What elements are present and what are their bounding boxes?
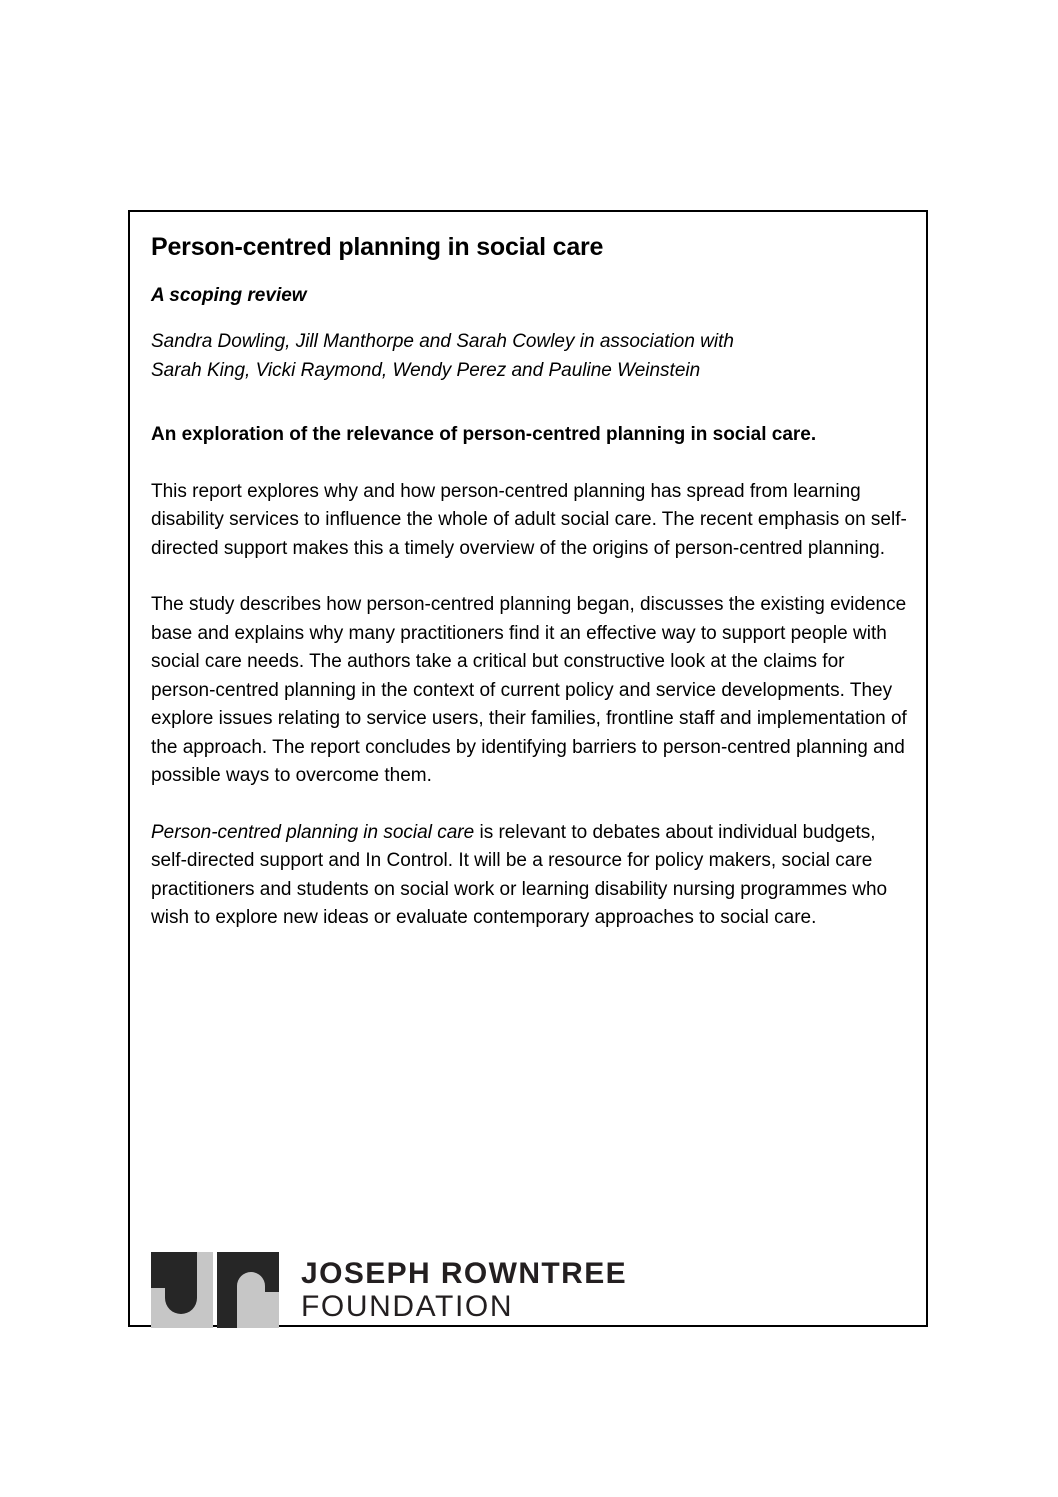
body-paragraph-1: This report explores why and how person-centred planning has spread from learning disability services to influence the whole of adult social care. The recent emphasis on self-directed support makes this a timely overview of the origins of person-centred planning.	[151, 480, 907, 559]
jrf-wordmark	[301, 1256, 628, 1323]
wordmark-line-joseph-rowntree: JOSEPH ROWNTREE	[301, 1256, 628, 1290]
report-title-emphasis: Person-centred planning in social care	[151, 821, 475, 843]
cover-content	[151, 220, 913, 933]
author-line-2: Sarah King, Vicki Raymond, Wendy Perez and Pauline Weinstein	[151, 359, 701, 381]
document-lede: An exploration of the relevance of person-centred planning in social care.	[151, 424, 817, 445]
jrf-jr-monogram-icon	[151, 1252, 279, 1328]
page-title: Person-centred planning in social care	[151, 233, 604, 261]
cover-page-frame	[128, 210, 928, 1327]
wordmark-line-foundation: FOUNDATION	[301, 1289, 514, 1323]
body-paragraph-2: The study describes how person-centred planning began, discusses the existing evidence base and explains why many practitioners find it an effective way to support people with social care needs. The authors take a critical but constructive look at the claims for person-centred planning in the context of current policy and service developments. They explore issues relating to service users, their families, frontline staff and implementation of the approach. The report concludes by identifying barriers to person-centred planning and possible ways to overcome them.	[151, 594, 907, 786]
document-subtitle: A scoping review	[151, 285, 307, 306]
author-list	[151, 328, 913, 385]
body-paragraph-3-text: is relevant to debates about individual budgets, self-directed support and In Control. It will be a resource for policy makers, social care practitioners and students on social work or learning disability nursing programmes who wish to explore new ideas or evaluate contemporary approaches to social care.	[151, 821, 888, 928]
author-line-1: Sandra Dowling, Jill Manthorpe and Sarah Cowley in association with	[151, 331, 734, 352]
jrf-logo	[151, 1252, 627, 1328]
body-paragraph-3	[151, 819, 913, 933]
